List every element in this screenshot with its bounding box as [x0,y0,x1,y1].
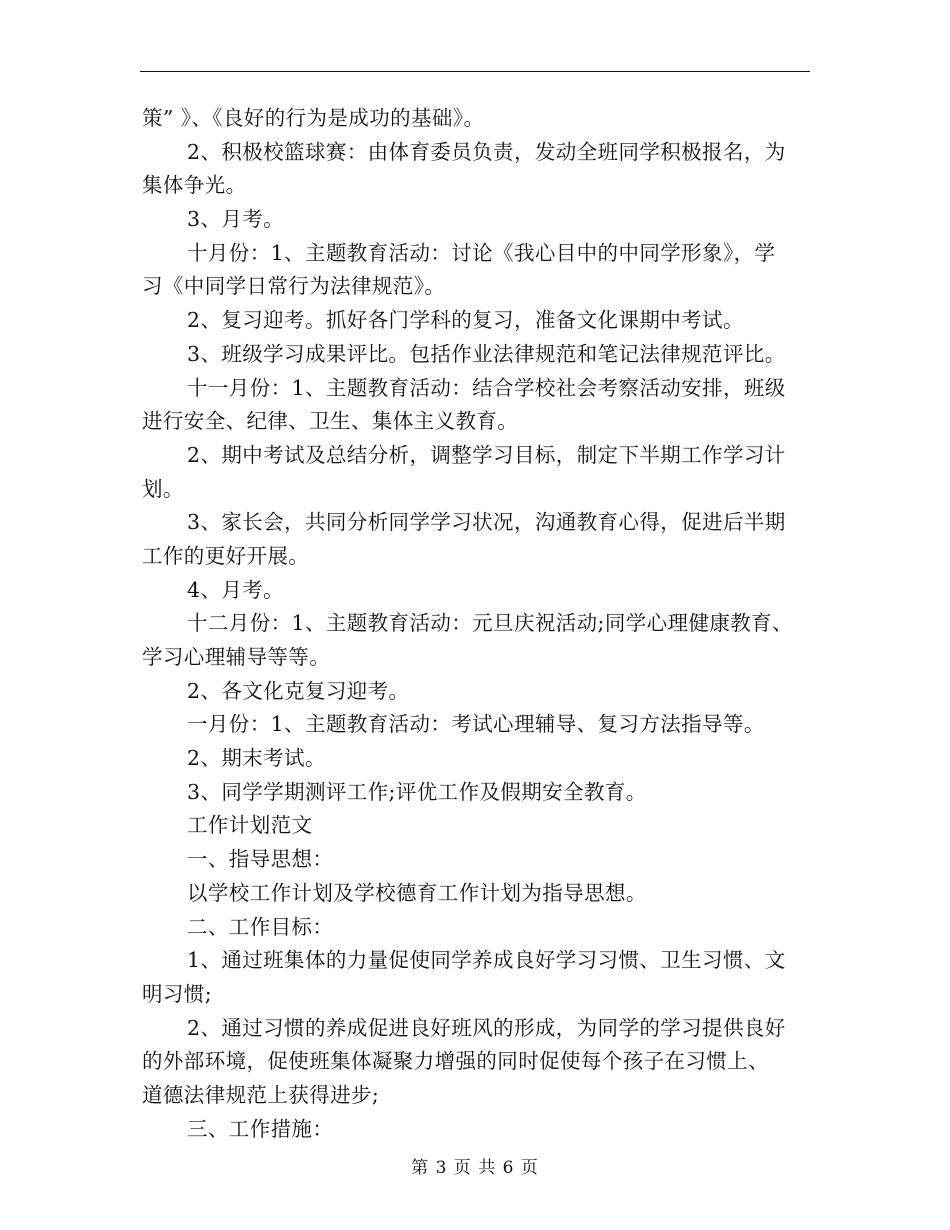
text-line: 明习惯; [142,981,213,1006]
text-line: 2、复习迎考。抓好各门学科的复习，准备文化课期中考试。 [187,308,744,333]
text-line: 2、期中考试及总结分析，调整学习目标，制定下半期工作学习计 [187,442,786,467]
page-footer: 第 3 页 共 6 页 [411,1158,539,1178]
text-line: 集体争光。 [142,173,247,198]
text-line: 3、同学学期测评工作;评优工作及假期安全教育。 [187,779,647,804]
text-line: 3、家长会，共同分析同学学习状况，沟通教育心得，促进后半期 [187,510,786,535]
text-line: 2、各文化克复习迎考。 [187,678,410,703]
text-line: 2、期末考试。 [187,746,326,771]
header-rule [140,71,810,72]
text-line: 划。 [142,476,184,501]
text-line: 3、月考。 [187,207,285,232]
text-line: 学习心理辅导等等。 [142,645,331,669]
text-line: 一月份：1、主题教育活动：考试心理辅导、复习方法指导等。 [187,712,765,737]
text-line: 2、积极校篮球赛：由体育委员负责，发动全班同学积极报名，为 [187,139,786,164]
text-line: 的外部环境，促使班集体凝聚力增强的同时促使每个孩子在习惯上、 [142,1049,769,1074]
text-line: 2、通过习惯的养成促进良好班风的形成，为同学的学习提供良好 [187,1015,786,1040]
text-line: 1、通过班集体的力量促使同学养成良好学习习惯、卫生习惯、文 [187,948,786,973]
text-line: 策” 》、《良好的行为是成功的基础》。 [142,106,485,130]
text-line: 三、工作措施： [187,1116,334,1141]
text-line: 进行安全、纪律、卫生、集体主义教育。 [142,409,519,434]
text-line: 一、指导思想： [187,847,334,872]
body-text [142,102,812,1146]
text-line: 习《中同学日常行为法律规范》。 [142,274,446,299]
text-line: 3、班级学习成果评比。包括作业法律规范和笔记法律规范评比。 [187,341,786,366]
text-line: 十二月份：1、主题教育活动：元旦庆祝活动;同学心理健康教育、 [187,611,793,636]
text-line: 二、工作目标： [187,914,334,939]
text-line: 十月份：1、主题教育活动：讨论《我心目中的中同学形象》，学 [187,240,776,265]
text-line: 以学校工作计划及学校德育工作计划为指导思想。 [187,880,647,905]
text-line: 4、月考。 [187,577,285,602]
text-line: 工作计划范文 [187,813,313,838]
text-line: 十一月份：1、主题教育活动：结合学校社会考察活动安排，班级 [187,375,786,400]
text-line: 道德法律规范上获得进步; [142,1082,380,1107]
text-line: 工作的更好开展。 [142,543,310,568]
